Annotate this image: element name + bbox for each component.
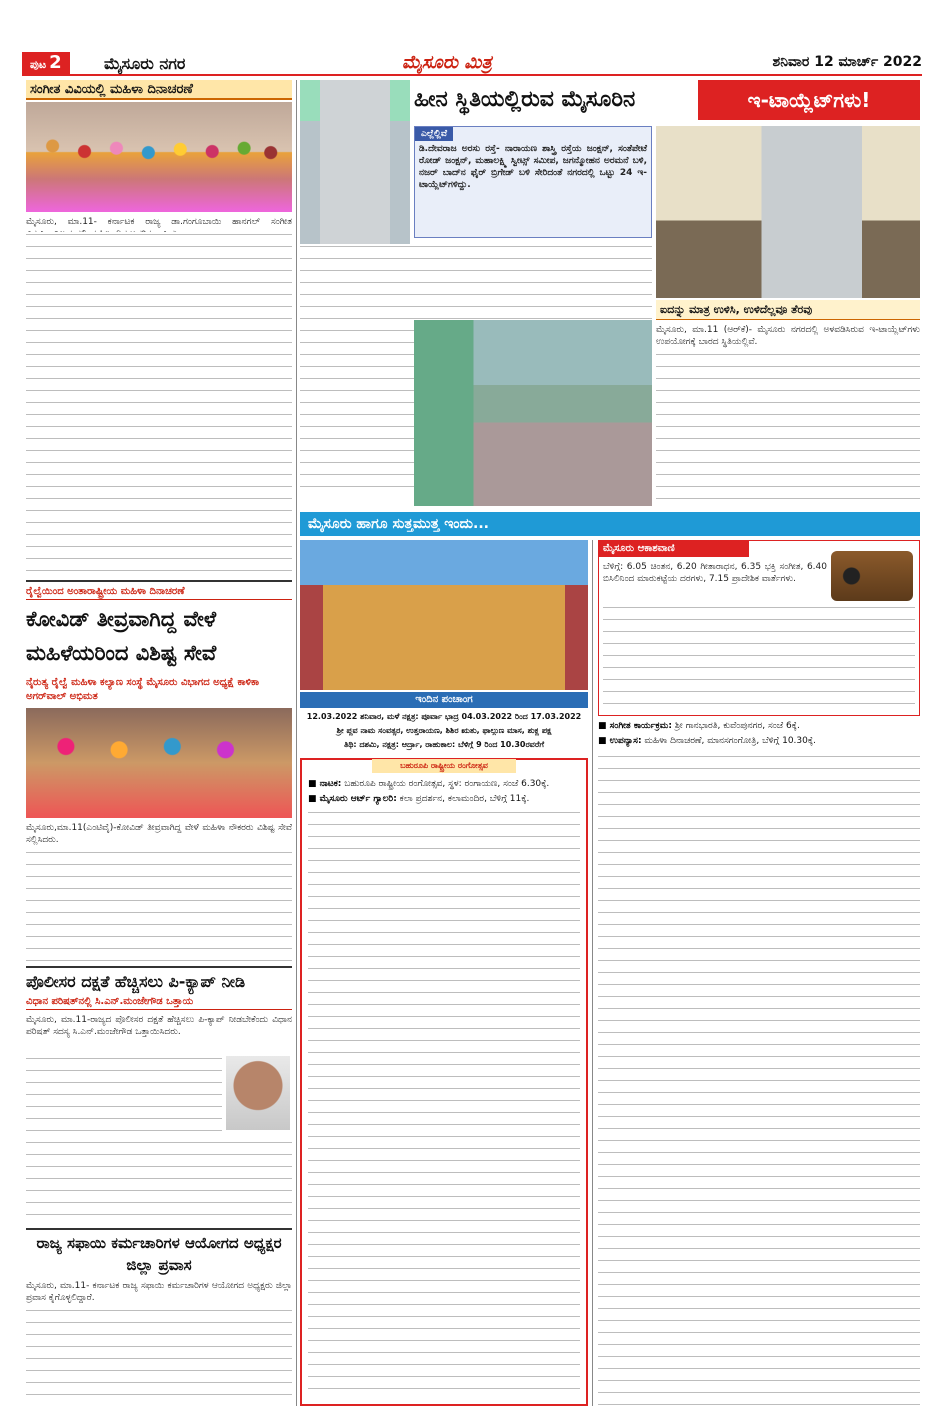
music-univ-headline-box xyxy=(26,80,292,100)
etoilet-lead: ಮೈಸೂರು, ಮಾ.11 (ಆರ್‌ಕೆ)- ಮೈಸೂರು ನಗರದಲ್ಲಿ ಅಳವಡಿಸಿರುವ ಇ-ಟಾಯ್ಲೆಟ್‌ಗಳು ಉಪಯೋಗಕ್ಕೆ ಬಾರದ ಸ್ಥಿತಿಯಲ್ಲಿವೆ. xyxy=(656,325,920,347)
police-body-2 xyxy=(26,1140,292,1226)
etoilet-street-photo xyxy=(414,320,652,506)
etoilet-photo-2 xyxy=(656,126,920,298)
manjegowda-photo xyxy=(226,1056,290,1130)
mysuru-today-band: ಮೈಸೂರು ಹಾಗೂ ಸುತ್ತಮುತ್ತ ಇಂದು... xyxy=(300,512,920,536)
program-item: ■ ಸಂಗೀತ ಕಾರ್ಯಕ್ರಮ: ಶ್ರೀ ಗಾನಭಾರತಿ, ಕುವೆಂಪುನಗರ, ಸಂಜೆ 6ಕ್ಕೆ. xyxy=(598,721,800,731)
etoilet-headline-b: ಇ-ಟಾಯ್ಲೆಟ್‌ಗಳು! xyxy=(698,80,920,120)
police-deck: ವಿಧಾನ ಪರಿಷತ್‌ನಲ್ಲಿ ಸಿ.ಎನ್.ಮಂಜೇಗೌಡ ಒತ್ತಾಯ xyxy=(26,994,292,1010)
masthead xyxy=(22,50,922,76)
issue-date: ಶನಿವಾರ 12 ಮಾರ್ಚ್ 2022 xyxy=(772,54,922,70)
palace-photo xyxy=(300,540,588,690)
akashvani-lead: ಬೆಳಿಗ್ಗೆ: 6.05 ಚಿಂತನ, 6.20 ಗೀತಾರಾಧನ, 6.35 ಭಕ್ತಿ ಸಂಗೀತ, 6.40 ಬಿಸಿಲಿನಿಂದ ಮಾರುಕಟ್ಟೆಯ ದರಗಳು, 7.15 ಪ್ರಾದೇಶಿಕ ವಾರ್ತೆಗಳು. xyxy=(603,562,827,584)
music-univ-body xyxy=(26,232,292,576)
program-item: ■ ಮೈಸೂರು ಆರ್ಟ್ ಗ್ಯಾಲರಿ: ಕಲಾ ಪ್ರದರ್ಶನ, ಕಲಾಮಂದಿರ, ಬೆಳಿಗ್ಗೆ 11ಕ್ಕೆ. xyxy=(308,794,530,804)
akashvani-title: ಮೈಸೂರು ಆಕಾಶವಾಣಿ xyxy=(599,541,749,557)
safai-lead: ಮೈಸೂರು, ಮಾ.11- ಕರ್ನಾಟಕ ರಾಜ್ಯ ಸಫಾಯಿ ಕರ್ಮಚಾರಿಗಳ ಆಯೋಗದ ಅಧ್ಯಕ್ಷರು ಜಿಲ್ಲಾ ಪ್ರವಾಸ ಕೈಗೊಳ್ಳಲಿದ್ದಾರೆ. xyxy=(26,1281,292,1303)
etoilet-sub-caption: ಐದನ್ನು ಮಾತ್ರ ಉಳಿಸಿ, ಉಳಿದೆಲ್ಲವೂ ತೆರವು xyxy=(656,300,920,320)
where-box xyxy=(414,126,652,238)
panchanga-box xyxy=(300,710,588,754)
police-headline: ಪೊಲೀಸರ ದಕ್ಷತೆ ಹೆಚ್ಚಿಸಲು ಪಿ-ಕ್ಯಾಪ್ ನೀಡಿ xyxy=(26,972,246,991)
programs-body xyxy=(308,810,580,1400)
safai-body xyxy=(26,1308,292,1398)
police-lead: ಮೈಸೂರು, ಮಾ.11-ರಾಜ್ಯದ ಪೊಲೀಸರ ದಕ್ಷತೆ ಹೆಚ್ಚಿಸಲು ಪಿ-ಕ್ಯಾಪ್ ನೀಡಬೇಕೆಂದು ವಿಧಾನ ಪರಿಷತ್ ಸದಸ್ಯ ಸಿ.ಎನ್.ಮಂಜೇಗೌಡ ಒತ್ತಾಯಿಸಿದರು. xyxy=(26,1015,292,1037)
page-number: 2 xyxy=(49,52,62,73)
program-item: ■ ಉಪನ್ಯಾಸ: ಮಹಿಳಾ ದಿನಾಚರಣೆ, ಮಾನಸಗಂಗೋತ್ರಿ, ಬೆಳಿಗ್ಗೆ 10.30ಕ್ಕೆ. xyxy=(598,736,816,746)
divider xyxy=(26,580,292,582)
programs-list-right xyxy=(598,720,920,750)
etoilet-headline-a: ಹೀನ ಸ್ಥಿತಿಯಲ್ಲಿರುವ ಮೈಸೂರಿನ xyxy=(414,87,636,112)
programs-label: ಬಹುರೂಪಿ ರಾಷ್ಟ್ರೀಯ ರಂಗೋತ್ಸವ xyxy=(372,759,516,773)
column-rule xyxy=(592,540,593,1406)
section-name: ಮೈಸೂರು ನಗರ xyxy=(104,54,186,73)
railway-kicker: ರೈಲ್ವೆಯಿಂದ ಅಂತಾರಾಷ್ಟ್ರೀಯ ಮಹಿಳಾ ದಿನಾಚರಣೆ xyxy=(26,584,292,600)
programs-body-right xyxy=(598,754,920,1406)
etoilet-body-right xyxy=(656,352,920,506)
panchanga-label: ಇಂದಿನ ಪಂಚಾಂಗ xyxy=(300,692,588,708)
column-rule xyxy=(296,80,297,1406)
programs-box xyxy=(300,758,588,1406)
paper-name: ಮೈಸೂರು ಮಿತ್ರ xyxy=(402,52,492,73)
police-body xyxy=(26,1056,222,1138)
music-univ-photo xyxy=(26,102,292,212)
panchanga-line1: 12.03.2022 ಶನಿವಾರ, ಮಳೆ ನಕ್ಷತ್ರ: ಪೂರ್ವಾ ಭಾದ್ರ 04.03.2022 ರಿಂದ 17.03.2022 xyxy=(306,712,582,721)
akashvani-body xyxy=(603,605,915,711)
railway-photo xyxy=(26,708,292,818)
railway-headline: ಕೋವಿಡ್ ತೀವ್ರವಾಗಿದ್ದ ವೇಳೆ ಮಹಿಳೆಯರಿಂದ ವಿಶಿಷ್ಟ ಸೇವೆ xyxy=(26,607,217,665)
where-text: ಡಿ.ದೇವರಾಜ ಅರಸು ರಸ್ತೆ- ನಾರಾಯಣ ಶಾಸ್ತ್ರಿ ರಸ್ತೆಯ ಜಂಕ್ಷನ್, ಸಂತೆಪೇಟೆ ರೋಡ್ ಜಂಕ್ಷನ್, ಮಹಾಲಕ್ಷ್ಮಿ ಸ್ವೀಟ್ಸ್ ಸಮೀಪ, ಜಗನ್ಮೋಹನ ಅರಮನೆ ಬಳಿ, ನಜರ್ ಬಾದ್‌ನ ಫೈರ್ ಬ್ರಿಗೇಡ್ ಬಳಿ ಸೇರಿದಂತೆ ನಗರದಲ್ಲಿ ಒಟ್ಟು 24 ಇ-ಟಾಯ್ಲೆಟ್‌ಗಳಿದ್ದು. xyxy=(419,144,647,190)
page-tag xyxy=(22,52,70,74)
panchanga-line3: ತಿಥಿ: ದಶಮಿ, ನಕ್ಷತ್ರ: ಆರ್ದ್ರಾ, ರಾಹುಕಾಲ: ಬೆಳಿಗ್ಗೆ 9 ರಿಂದ 10.30ರವರೆಗೆ xyxy=(343,740,545,749)
divider xyxy=(26,1228,292,1230)
railway-body xyxy=(26,850,292,964)
radio-icon xyxy=(831,551,913,601)
divider xyxy=(26,966,292,968)
railway-lead: ಮೈಸೂರು,ಮಾ.11(ಎಂಟಿವೈ)-ಕೋವಿಡ್ ತೀವ್ರವಾಗಿದ್ದ ವೇಳೆ ಮಹಿಳಾ ನೌಕರರು ವಿಶಿಷ್ಟ ಸೇವೆ ಸಲ್ಲಿಸಿದರು. xyxy=(26,823,292,845)
music-univ-lead: ಮೈಸೂರು, ಮಾ.11- ಕರ್ನಾಟಕ ರಾಜ್ಯ ಡಾ.ಗಂಗೂಬಾಯಿ ಹಾನಗಲ್ ಸಂಗೀತ xyxy=(26,217,292,227)
programs-list xyxy=(308,778,580,808)
akashvani-box xyxy=(598,540,920,716)
music-univ-headline: ಸಂಗೀತ ವಿವಿಯಲ್ಲಿ ಮಹಿಳಾ ದಿನಾಚರಣೆ xyxy=(30,82,193,97)
page-label: ಪುಟ xyxy=(30,58,47,71)
program-item: ■ ನಾಟಕ: ಬಹುರೂಪಿ ರಾಷ್ಟ್ರೀಯ ರಂಗೋತ್ಸವ, ಸ್ಥಳ: ರಂಗಾಯಣ, ಸಂಜೆ 6.30ಕ್ಕೆ. xyxy=(308,779,550,789)
safai-headline: ರಾಜ್ಯ ಸಫಾಯಿ ಕರ್ಮಚಾರಿಗಳ ಆಯೋಗದ ಅಧ್ಯಕ್ಷರ ಜಿಲ್ಲಾ ಪ್ರವಾಸ xyxy=(36,1234,282,1274)
panchanga-line2: ಶ್ರೀ ಪ್ಲವ ನಾಮ ಸಂವತ್ಸರ, ಉತ್ತರಾಯಣ, ಶಿಶಿರ ಋತು, ಫಾಲ್ಗುಣ ಮಾಸ, ಶುಕ್ಲ ಪಕ್ಷ xyxy=(336,726,552,735)
railway-deck: ನೈರುತ್ಯ ರೈಲ್ವೆ ಮಹಿಳಾ ಕಲ್ಯಾಣ ಸಂಸ್ಥೆ ಮೈಸೂರು ವಿಭಾಗದ ಅಧ್ಯಕ್ಷೆ ಕಾಳಿಕಾ ಅಗರ್‌ವಾಲ್ ಅಭಿಮತ xyxy=(26,677,260,702)
where-label: ಎಲ್ಲೆಲ್ಲಿವೆ xyxy=(415,127,453,141)
